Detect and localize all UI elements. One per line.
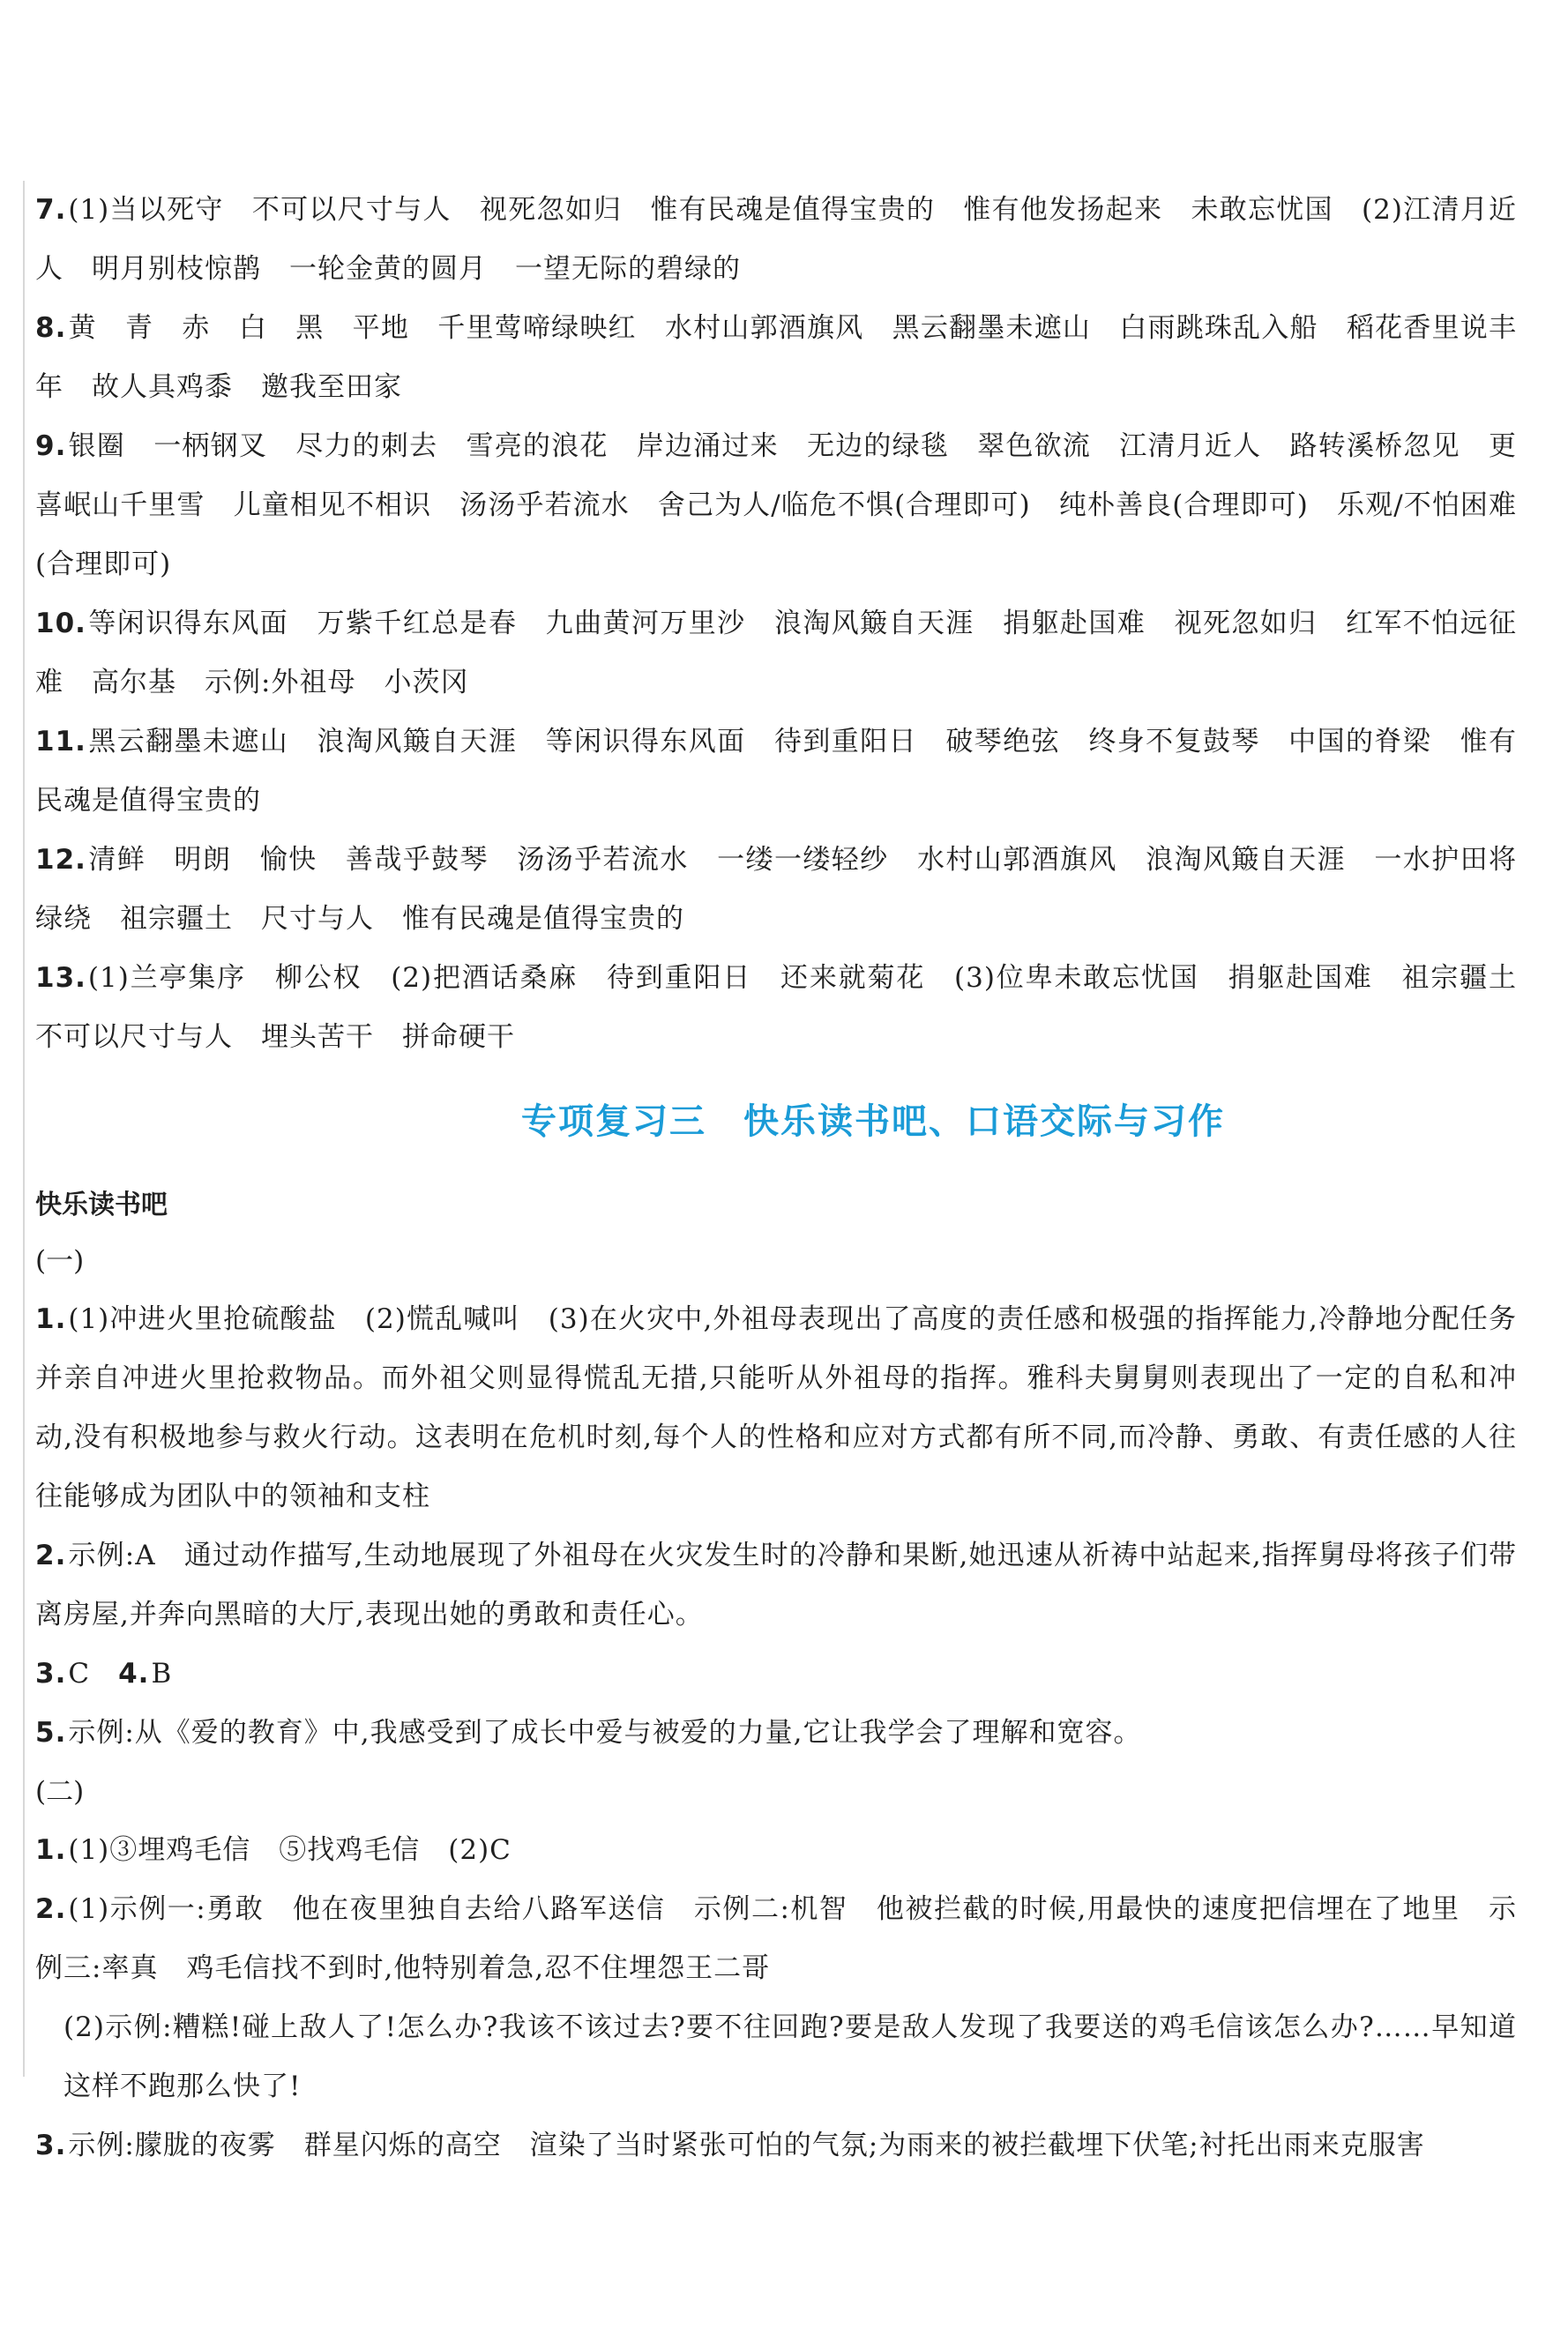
- item-text: 黑云翻墨未遮山 浪淘风簸自天涯 等闲识得东风面 待到重阳日 破琴绝弦 终身不复鼓琴 中国的脊梁 惟有民魂是值得宝贵的: [35, 726, 1517, 817]
- answer-item-11: [35, 713, 1517, 831]
- item-text: 银圈 一柄钢叉 尽力的刺去 雪亮的浪花 岸边涌过来 无边的绿毯 翠色欲流 江清月近人 路转溪桥忽见 更喜岷山千里雪 儿童相见不相识 汤汤乎若流水 舍己为人/临危不惧(合理即可) 纯朴善良(合理即可) 乐观/不怕困难(合理即可): [35, 430, 1517, 580]
- group1-item-2: [35, 1526, 1517, 1645]
- group-label-1: (一): [35, 1245, 85, 1277]
- item-text-extra: B: [151, 1658, 173, 1690]
- item-text: (1)③埋鸡毛信 ⑤找鸡毛信 (2)C: [68, 1834, 511, 1866]
- item-number: 8.: [35, 312, 67, 344]
- group1-item-3-4: [35, 1645, 1517, 1704]
- answers-top: [35, 181, 1545, 1067]
- item-text: 示例:A 通过动作描写,生动地展现了外祖母在火灾发生时的冷静和果断,她迅速从祈祷中站起来,指挥舅母将孩子们带离房屋,并奔向黑暗的大厅,表现出她的勇敢和责任心。: [35, 1540, 1517, 1630]
- item-number: 3.: [35, 1658, 67, 1690]
- answer-item-10: [35, 594, 1517, 713]
- item-text: 清鲜 明朗 愉快 善哉乎鼓琴 汤汤乎若流水 一缕一缕轻纱 水村山郭酒旗风 浪淘风簸自天涯 一水护田将绿绕 祖宗疆土 尺寸与人 惟有民魂是值得宝贵的: [35, 844, 1517, 935]
- item-number: 5.: [35, 1717, 67, 1749]
- item-number: 1.: [35, 1303, 67, 1335]
- item-number: 12.: [35, 844, 86, 876]
- item-number: 9.: [35, 430, 67, 462]
- item-text: 黄 青 赤 白 黑 平地 千里莺啼绿映红 水村山郭酒旗风 黑云翻墨未遮山 白雨跳珠乱入船 稻花香里说丰年 故人具鸡黍 邀我至田家: [35, 312, 1517, 403]
- item-text: 示例:从《爱的教育》中,我感受到了成长中爱与被爱的力量,它让我学会了理解和宽容。: [68, 1717, 1142, 1749]
- item-text: (1)兰亭集序 柳公权 (2)把酒话桑麻 待到重阳日 还来就菊花 (3)位卑未敢忘忧国 捐躯赴国难 祖宗疆土 不可以尺寸与人 埋头苦干 拼命硬干: [35, 962, 1545, 1053]
- group2-item-2: [35, 1880, 1517, 1998]
- item-text: (1)当以死守 不可以尺寸与人 视死忽如归 惟有民魂是值得宝贵的 惟有他发扬起来 未敢忘忧国 (2)江清月近人 明月别枝惊鹊 一轮金黄的圆月 一望无际的碧绿的: [35, 194, 1517, 285]
- group-2: [35, 1821, 1517, 2175]
- item-text: 示例:朦胧的夜雾 群星闪烁的高空 渲染了当时紧张可怕的气氛;为雨来的被拦截埋下伏笔;衬托出雨来克服害: [68, 2130, 1425, 2161]
- answer-item-12: [35, 831, 1517, 949]
- answer-item-13: [35, 949, 1545, 1067]
- item-number: 2.: [35, 1540, 67, 1571]
- group1-item-1: [35, 1290, 1517, 1526]
- group2-item-3: [35, 2116, 1517, 2175]
- item-text: C: [68, 1658, 119, 1690]
- answer-page: [35, 181, 1545, 2175]
- item-text: 等闲识得东风面 万紫千红总是春 九曲黄河万里沙 浪淘风簸自天涯 捐躯赴国难 视死忽如归 红军不怕远征难 高尔基 示例:外祖母 小茨冈: [35, 608, 1517, 698]
- item-number: 10.: [35, 608, 86, 639]
- item-number-extra: 4.: [118, 1658, 150, 1690]
- item-number: 2.: [35, 1893, 67, 1925]
- group-label-2: (二): [35, 1776, 85, 1808]
- item-number: 7.: [35, 194, 67, 226]
- left-margin-rule: [23, 181, 25, 2077]
- group-1: [35, 1290, 1517, 1763]
- item-text: (1)示例一:勇敢 他在夜里独自去给八路军送信 示例二:机智 他被拦截的时候,用最快的速度把信埋在了地里 示例三:率真 鸡毛信找不到时,他特别着急,忍不住埋怨王二哥: [35, 1893, 1517, 1984]
- answer-item-9: [35, 417, 1517, 594]
- group2-item-2-part2: [35, 1998, 1517, 2116]
- item-text: (2)示例:糟糕!碰上敌人了!怎么办?我该不该过去?要不往回跑?要是敌人发现了我要送的鸡毛信该怎么办?……早知道这样不跑那么快了!: [63, 2011, 1517, 2102]
- section-title: 专项复习三 快乐读书吧、口语交际与习作: [521, 1101, 1225, 1142]
- item-number: 13.: [35, 962, 86, 994]
- group2-item-1: [35, 1821, 1517, 1880]
- subhead-reading: 快乐读书吧: [35, 1190, 168, 1220]
- answer-item-8: [35, 299, 1517, 417]
- answer-item-7: [35, 181, 1517, 299]
- group1-item-5: [35, 1704, 1517, 1763]
- item-number: 11.: [35, 726, 86, 757]
- item-number: 3.: [35, 2130, 67, 2161]
- item-text: (1)冲进火里抢硫酸盐 (2)慌乱喊叫 (3)在火灾中,外祖母表现出了高度的责任感和极强的指挥能力,冷静地分配任务并亲自冲进火里抢救物品。而外祖父则显得慌乱无措,只能听从外祖母的指挥。雅科夫舅舅则表现出了一定的自私和冲动,没有积极地参与救火行动。这表明在危机时刻,每个人的性格和应对方式都有所不同,而冷静、勇敢、有责任感的人往往能够成为团队中的领袖和支柱: [35, 1303, 1517, 1512]
- item-number: 1.: [35, 1834, 67, 1866]
